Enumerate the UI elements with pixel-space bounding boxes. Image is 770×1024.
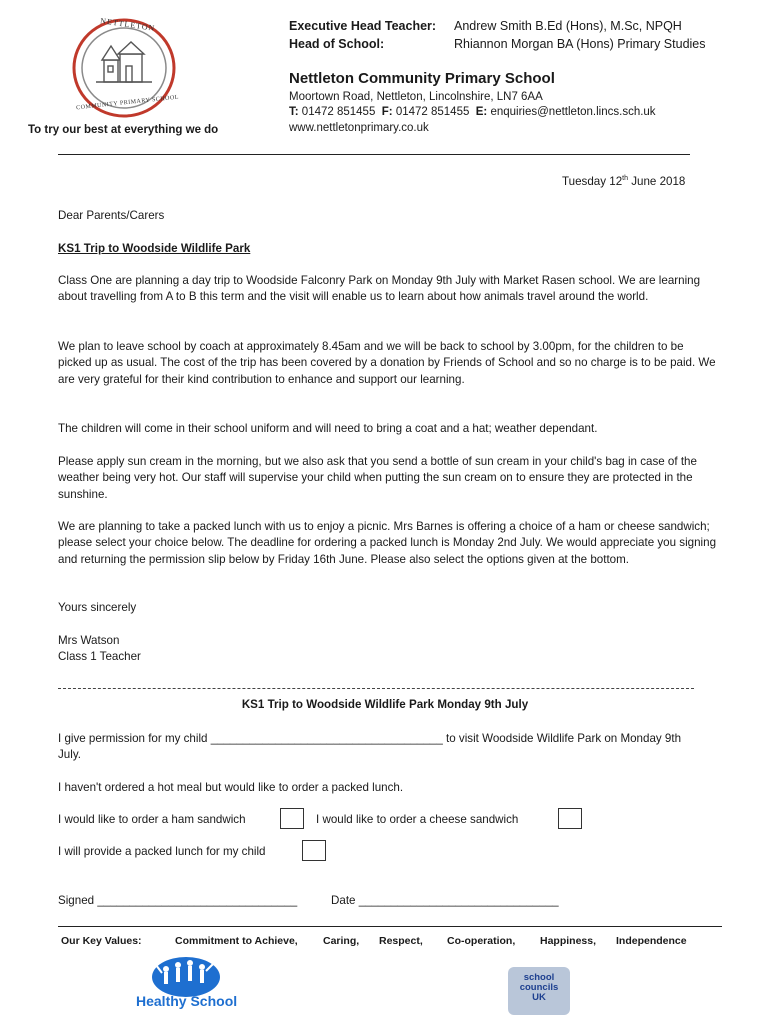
key-values [0, 935, 770, 951]
value-independence: Independence [616, 935, 687, 947]
letter-title: KS1 Trip to Woodside Wildlife Park [58, 242, 251, 255]
head-label: Head of School: [289, 37, 385, 51]
school-website: www.nettletonprimary.co.uk [289, 122, 429, 134]
value-respect: Respect, [379, 935, 423, 947]
email-value: enquiries@nettleton.lincs.sch.uk [490, 106, 656, 118]
paragraph-5: We are planning to take a packed lunch with us to enjoy a picnic. Mrs Barnes is offering a choice of a ham or cheese sandwich; please select your choice below. The deadline for ordering a packed lunch is Monday 2nd July. We would appreciate you signing and returning the permission slip below by Friday 16th June. Please also select the options given at the bottom. [58, 520, 717, 566]
provide-checkbox[interactable] [302, 840, 326, 861]
date-line[interactable]: Date _______________________________ [331, 894, 559, 907]
paragraph-1: Class One are planning a day trip to Woodside Falconry Park on Monday 9th July with Market Rasen school. We are learning about travelling from A to B this term and the visit will enable us to learn about how animals travel around the world. [58, 274, 701, 304]
school-address: Moortown Road, Nettleton, Lincolnshire, LN7 6AA [289, 91, 543, 103]
value-happiness: Happiness, [540, 935, 597, 947]
value-cooperation: Co-operation, [447, 935, 516, 947]
email-label: E: [475, 106, 488, 118]
school-councils-logo [508, 967, 570, 1015]
school-councils-line1: school [523, 972, 555, 983]
school-councils-line3: UK [532, 992, 546, 1003]
fax-label: F: [381, 106, 393, 118]
permission-line: I give permission for my child ____________________________________ to visit Woodside Wildlife Park on Monday 9th July. [58, 732, 682, 762]
ham-label: I would like to order a ham sandwich [58, 813, 246, 826]
signer-name: Mrs Watson [58, 634, 120, 647]
provide-label: I will provide a packed lunch for my child [58, 845, 266, 858]
head-value: Rhiannon Morgan BA (Hons) Primary Studies [454, 37, 706, 51]
healthy-school-logo [132, 953, 240, 1015]
contact-line [289, 106, 656, 118]
school-councils-line2: councils [519, 982, 559, 993]
school-name: Nettleton Community Primary School [289, 70, 555, 87]
header-rule [58, 154, 690, 155]
paragraph-2: We plan to leave school by coach at approximately 8.45am and we will be back to school by 3.00pm, for the children to be picked up as usual. The cost of the trip has been covered by a donation by Friends of School and so no charge is to be paid. We are very grateful for their kind contribution to enhance and support our learning. [58, 340, 716, 386]
paragraph-4: Please apply sun cream in the morning, but we also ask that you send a bottle of sun cream in your child's bag in case of the weather being very hot. Our staff will supervise your child when putting the sun cream on to ensure they are protected in the sunshine. [58, 455, 697, 501]
tel-value: 01472 851455 [301, 106, 376, 118]
footer-rule [58, 926, 722, 927]
fax-value: 01472 851455 [395, 106, 470, 118]
slip-title: KS1 Trip to Woodside Wildlife Park Monday 9th July [241, 698, 529, 711]
value-caring: Caring, [323, 935, 360, 947]
cheese-label: I would like to order a cheese sandwich [316, 813, 519, 826]
date-suffix: June 2018 [628, 175, 686, 188]
school-motto: To try our best at everything we do [28, 124, 219, 136]
logo-top-text: NETTLETON [99, 16, 156, 33]
healthy-school-label: Healthy School [136, 993, 238, 1009]
paragraph-3: The children will come in their school uniform and will need to bring a coat and a hat; weather dependant. [58, 422, 598, 435]
school-logo [62, 12, 186, 124]
logo-bottom-text: COMMUNITY PRIMARY SCHOOL [75, 94, 180, 112]
date-sup: th [622, 175, 628, 183]
letter-date [562, 175, 685, 188]
cheese-checkbox[interactable] [558, 808, 582, 829]
values-label: Our Key Values: [61, 935, 142, 947]
ham-checkbox[interactable] [280, 808, 304, 829]
date-prefix: Tuesday 12 [562, 175, 623, 188]
packed-lunch-line: I haven't ordered a hot meal but would like to order a packed lunch. [58, 781, 404, 794]
tel-label: T: [289, 106, 299, 118]
exec-head-value: Andrew Smith B.Ed (Hons), M.Sc, NPQH [454, 19, 682, 33]
tear-line [58, 688, 694, 689]
signer-role: Class 1 Teacher [58, 650, 141, 663]
value-commitment: Commitment to Achieve, [175, 935, 298, 947]
salutation: Dear Parents/Carers [58, 209, 165, 222]
signed-line[interactable]: Signed _______________________________ [58, 894, 298, 907]
exec-head-label: Executive Head Teacher: [289, 19, 437, 33]
closing: Yours sincerely [58, 601, 137, 614]
